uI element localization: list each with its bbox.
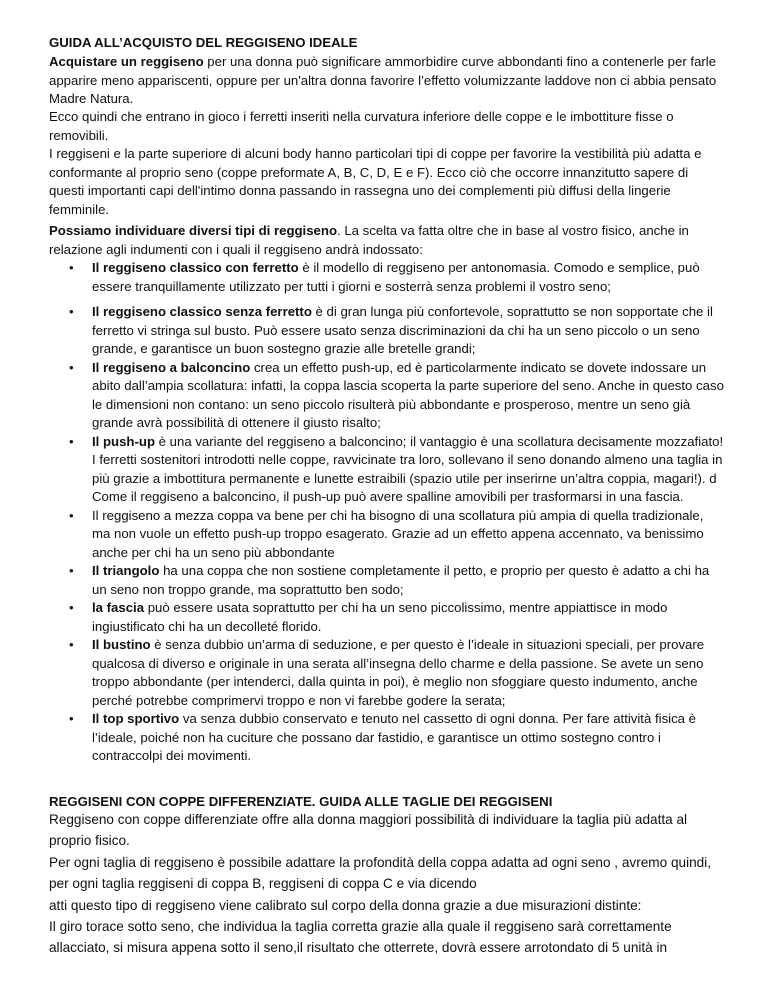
bra-types-list-first [49, 259, 724, 296]
list-item [49, 636, 724, 710]
intro-paragraph-1 [49, 53, 724, 109]
list-item-text-extra: Come il reggiseno a balconcino, il push-up può avere spalline amovibili per trasformarsi in una fascia. [92, 489, 684, 504]
list-item-text: è senza dubbio un’arma di seduzione, e per questo è l’ideale in situazioni speciali, per provare qualcosa di diverso e originale in una serata all’insegna dello charme e della passione. Se avete un seno troppo abbondante (per intenderci, dalla quinta in poi), è meglio non sfoggiare questo indumento, anche perché potrebbe comprimervi troppo e non vi farebbe godere la serata; [92, 637, 705, 708]
list-item [49, 562, 724, 599]
list-item-text: è di gran lunga più confortevole, soprattutto se non sopportate che il ferretto vi stringa sul busto. Può essere usato senza discriminazioni da chi ha un seno piccolo o un seno grande, e garantisce un buon sostegno grazie alle bretelle grandi; [92, 304, 713, 356]
list-item-text: crea un effetto push-up, ed è particolarmente indicato se dovete indossare un abito dall’ampia scollatura: infatti, la coppa lascia scoperta la parte superiore del seno. Anche in questo caso le dimensioni non contano: un seno piccolo risulterà più abbondante e prosperoso, mentre un seno già grande avrà possibilità di ottenere il giusto risalto; [92, 359, 724, 430]
list-item-text: è una variante del reggiseno a balconcino; il vantaggio è una scollatura decisamente mozzafiato! I ferretti sostenitori introdotti nelle coppe, ravvicinate tra loro, sollevano il seno donando almeno una taglia in più grazie a imbottitura permanente e lunette estraibili (spazio utile per inserirne un’altra coppia, magari!). d [92, 433, 724, 486]
list-item-text: Il reggiseno a mezza coppa va bene per chi ha bisogno di una scollatura più ampia di quella tradizionale, ma non vuole un effetto push-up troppo esagerato. Grazie ad un effetto appena accennato, va benissimo anche per chi ha un seno più abbondante [92, 507, 704, 560]
sizes-paragraph: Reggiseno con coppe differenziate offre alla donna maggiori possibilità di individuare la taglia più adatta al proprio fisico. Per ogni taglia di reggiseno è possibile adattare la profondità della coppa adatta ad ogni seno , avremo quindi, per ogni taglia reggiseni di coppa B, reggiseni di coppa C e via dicendo atti questo tipo di reggiseno viene calibrato sul corpo della donna grazie a due misurazioni distinte: Il giro torace sotto seno, che individua la taglia corretta grazie alla quale il reggiseno sarà correttamente allacciato, si misura appena sotto il seno,il risultato che otterrete, dovrà essere arrotondato di 5 unità in [49, 812, 712, 956]
intro-text: per una donna può significare ammorbidire curve abbondanti fino a contenerle per farle apparire meno appariscenti, oppure per un'altra donna favorire l’effetto volumizzante laddove non ci abbia pensato Madre Natura. [49, 54, 717, 106]
list-item [49, 507, 724, 563]
list-item-term: Il reggiseno a balconcino [92, 359, 251, 375]
list-item-term: Il bustino [92, 637, 151, 652]
intro-bold-lead: Acquistare un reggiseno [49, 54, 204, 69]
types-lead-paragraph [49, 222, 724, 259]
list-item [49, 303, 724, 359]
list-item [49, 259, 724, 296]
list-item-text: è il modello di reggiseno per antonomasia. Comodo e semplice, può essere tranquillamente utilizzato per tutti i giorni e sosterrà senza problemi il vostro seno; [92, 260, 700, 294]
list-item [49, 710, 724, 766]
list-item [49, 359, 724, 433]
bra-types-list [49, 303, 724, 766]
list-item-term: Il top sportivo [92, 711, 180, 726]
list-item-text: può essere usata soprattutto per chi ha un seno piccolissimo, mentre appiattisce in modo ingiustificato chi ha un decolleté florido. [92, 600, 668, 634]
document-title: GUIDA ALL’ACQUISTO DEL REGGISENO IDEALE [49, 35, 358, 50]
list-item-text: ha una coppa che non sostiene completamente il petto, e proprio per questo è adatto a chi ha un seno non troppo grande, ma soprattutto ben sodo; [92, 563, 710, 597]
list-item-term: la fascia [92, 600, 145, 615]
list-item-term: Il triangolo [92, 563, 160, 578]
list-item-term: Il reggiseno classico senza ferretto [92, 304, 312, 319]
types-lead-text: . La scelta va fatta oltre che in base al vostro fisico, anche in relazione agli indumenti con i quali il reggiseno andrà indossato: [49, 223, 689, 257]
sizes-heading: REGGISENI CON COPPE DIFFERENZIATE. GUIDA ALLE TAGLIE DEI REGGISENI [49, 794, 553, 809]
list-item-term: Il reggiseno classico con ferretto [92, 260, 299, 275]
intro-paragraph-2: Ecco quindi che entrano in gioco i ferretti inseriti nella curvatura inferiore delle coppe e le imbottiture fisse o removibili. [49, 109, 674, 143]
intro-paragraph-3: I reggiseni e la parte superiore di alcuni body hanno particolari tipi di coppe per favorire la vestibilità più adatta e conformante al proprio seno (coppe preformate A, B, C, D, E e F). Ecco ciò che occorre innanzitutto sapere di questi importanti capi dell'intimo donna passando in rassegna uno dei complementi più diffusi della lingerie femminile. [49, 146, 702, 217]
list-item-term: Il push-up [92, 433, 155, 449]
list-item [49, 433, 724, 507]
list-item-text: va senza dubbio conservato e tenuto nel cassetto di ogni donna. Per fare attività fisica è l’ideale, poiché non ha cuciture che possano dar fastidio, e garantisce un ottimo sostegno contro i contraccolpi dei movimenti. [92, 711, 697, 763]
types-lead-bold: Possiamo individuare diversi tipi di reggiseno [49, 223, 338, 238]
list-item [49, 599, 724, 636]
